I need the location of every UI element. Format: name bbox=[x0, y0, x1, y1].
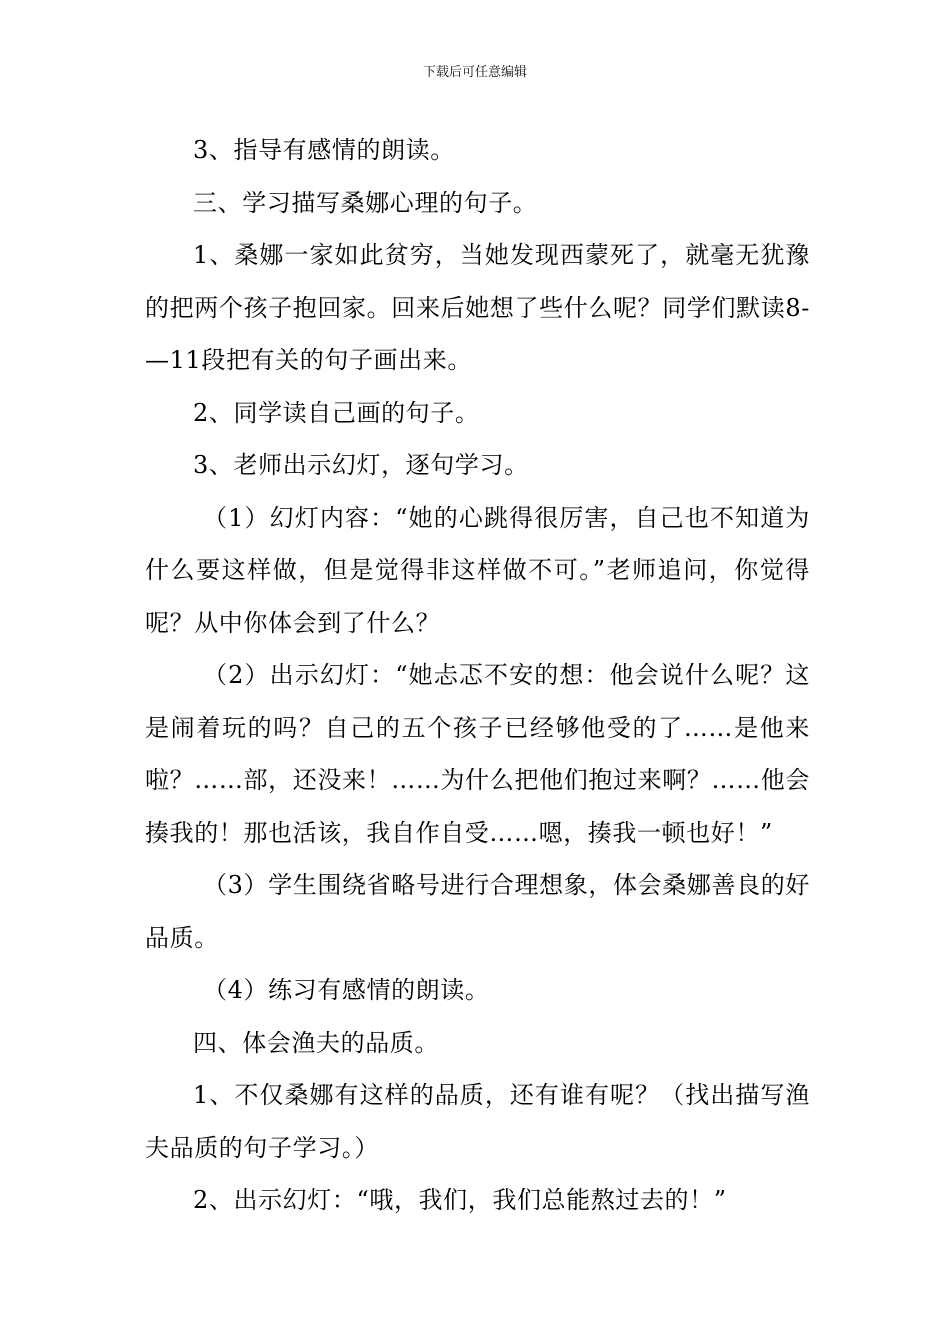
document-body bbox=[145, 124, 810, 1227]
paragraph-practice-reading: （4）练习有感情的朗读。 bbox=[203, 976, 490, 1004]
paragraph-slide-two: （2）出示幻灯：“她忐忑不安的想：他会说什么呢？这是闹着玩的吗？自己的五个孩子已经够他受的了……是他来啦？……部，还没来！……为什么把他们抱过来啊？……他会揍我的！那也活该，我自作自受……嗯，揍我一顿也好！” bbox=[145, 661, 810, 847]
paragraph-slide-fisherman: 2、出示幻灯：“哦，我们，我们总能熬过去的！” bbox=[193, 1186, 727, 1214]
page-header-note: 下载后可任意编辑 bbox=[422, 65, 527, 80]
paragraph-slide-one: （1）幻灯内容：“她的心跳得很厉害，自己也不知道为什么要这样做，但是觉得非这样做不可。”老师追问，你觉得呢？从中你体会到了什么？ bbox=[145, 503, 810, 637]
paragraph-teacher-slides: 3、老师出示幻灯，逐句学习。 bbox=[193, 451, 529, 479]
paragraph-section-three-heading: 三、学习描写桑娜心理的句子。 bbox=[193, 188, 538, 217]
paragraph-fisherman-quality: 1、不仅桑娜有这样的品质，还有谁有呢？（找出描写渔夫品质的句子学习。） bbox=[145, 1081, 810, 1162]
paragraph-imagination: （3）学生围绕省略号进行合理想象，体会桑娜善良的好品质。 bbox=[145, 871, 810, 952]
paragraph-section-four-heading: 四、体会渔夫的品质。 bbox=[193, 1028, 439, 1057]
paragraph-guide-reading: 3、指导有感情的朗读。 bbox=[193, 136, 455, 164]
paragraph-sangna-poverty: 1、桑娜一家如此贫穷，当她发现西蒙死了，就毫无犹豫的把两个孩子抱回家。回来后她想了些什么呢？同学们默读8-—11段把有关的句子画出来。 bbox=[145, 241, 810, 374]
paragraph-read-sentences: 2、同学读自己画的句子。 bbox=[193, 398, 480, 427]
